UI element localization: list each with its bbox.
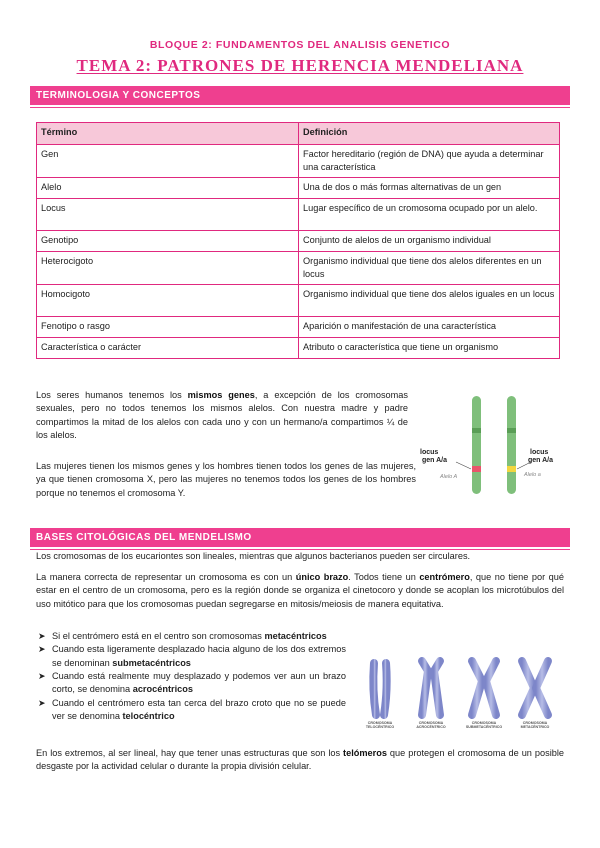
- table-cell-definition: Una de dos o más formas alternativas de un gen: [299, 177, 560, 198]
- table-cell-definition: Atributo o característica que tiene un organismo: [299, 337, 560, 358]
- table-cell-term: Genotipo: [37, 230, 299, 251]
- table-cell-term: Característica o carácter: [37, 337, 299, 358]
- arrow-bullet-icon: ➤: [38, 697, 46, 708]
- acrocentric-chromosome-icon: [422, 661, 440, 715]
- table-row: [37, 316, 560, 337]
- table-cell-definition: Conjunto de alelos de un organismo individual: [299, 230, 560, 251]
- table-row: [37, 251, 560, 284]
- table-cell-term: Homocigoto: [37, 284, 299, 316]
- allele-label-left: Alelo A: [440, 474, 458, 480]
- figure-label-metacentric: CROMOSOMA METACÉNTRICO: [520, 721, 550, 730]
- section-title-cytology: BASES CITOLÓGICAS DEL MENDELISMO: [30, 528, 570, 547]
- bold-term-telomeros: telómeros: [343, 748, 387, 758]
- paragraph-sex-chromosomes: Las mujeres tienen los mismos genes y los hombres tienen todos los genes de las mujeres, ya que tienen cromosoma X, pero las mujeres no tenemos todos los genes de los hombres porque no tenemos el cromosoma Y.: [36, 461, 416, 498]
- table-row: [37, 177, 560, 198]
- table-cell-term: Heterocigoto: [37, 251, 299, 284]
- table-cell-term: Locus: [37, 198, 299, 230]
- table-cell-term: Alelo: [37, 177, 299, 198]
- table-row: [37, 145, 560, 178]
- chromosome-types-drawing: [360, 655, 560, 721]
- list-item: ➤ Cuando esta ligeramente desplazado hacia alguno de los dos extremos se denominan submetacéntricos: [38, 644, 346, 668]
- telocentric-chromosome-icon: [373, 663, 386, 715]
- bold-term-unico-brazo: único brazo: [295, 572, 349, 582]
- paragraph-same-genes: Los seres humanos tenemos los mismos genes, a excepción de los cromosomas sexuales, pero no todos tenemos los mismos alelos. Con nuestra madre y padre compartimos la mitad de los alelos con cada uno y con un hermano/a compartimos ¼ de los alelos.: [36, 390, 409, 441]
- chromosome-left: [472, 396, 481, 494]
- section-title-terminology: TERMINOLOGIA Y CONCEPTOS: [30, 86, 570, 105]
- table-cell-definition: Organismo individual que tiene dos alelos iguales en un locus: [299, 284, 560, 316]
- table-cell-definition: Organismo individual que tiene dos alelos diferentes en un locus: [299, 251, 560, 284]
- chromosome-types-list: [38, 630, 346, 723]
- paragraph-linear-chromosomes: Los cromosomas de los eucariontes son lineales, mientras que algunos bacterianos pueden ser circulares.: [36, 551, 471, 561]
- table-row: [37, 198, 560, 230]
- table-row: [37, 337, 560, 358]
- table-row: [37, 284, 560, 316]
- arrow-bullet-icon: ➤: [38, 671, 46, 682]
- figure-label-submetacentric: CROMOSOMA SUBMETACÉNTRICO: [465, 721, 503, 730]
- table-cell-definition: Factor hereditario (región de DNA) que ayuda a determinar una característica: [299, 145, 560, 178]
- table-cell-term: Fenotipo o rasgo: [37, 316, 299, 337]
- bold-term-centromero: centrómero: [419, 572, 470, 582]
- locus-label-right: locus: [530, 449, 549, 456]
- table-header-row: [37, 123, 560, 145]
- arrow-bullet-icon: ➤: [38, 631, 46, 641]
- submetacentric-chromosome-icon: [472, 661, 496, 715]
- allele-A-band: [472, 466, 481, 472]
- homologous-chromosomes-figure: [416, 390, 566, 500]
- table-cell-definition: Aparición o manifestación de una característica: [299, 316, 560, 337]
- list-item: ➤ Si el centrómero está en el centro son cromosomas metacéntricos: [38, 630, 346, 643]
- table-row: [37, 230, 560, 251]
- bold-term-mismos-genes: mismos genes: [187, 390, 255, 400]
- page-title: TEMA 2: PATRONES DE HERENCIA MENDELIANA: [76, 56, 524, 75]
- list-item: ➤ Cuando está realmente muy desplazado y podemos ver aun un brazo corto, se denomina acrocéntricos: [38, 671, 346, 695]
- table-header-definition: Definición: [299, 123, 560, 145]
- metacentric-chromosome-icon: [522, 661, 548, 715]
- figure-label-acrocentric: CROMOSOMA ACROCÉNTRICO: [416, 721, 446, 730]
- gen-label-right: gen A/a: [528, 457, 554, 464]
- table-header-term: Término: [37, 123, 299, 145]
- allele-label-right: Alelo a: [524, 472, 541, 478]
- gen-label-left: gen A/a: [422, 457, 448, 464]
- terms-table: [36, 122, 560, 359]
- block-subtitle: BLOQUE 2: FUNDAMENTOS DEL ANALISIS GENETICO: [149, 39, 451, 51]
- allele-a-band: [507, 466, 516, 472]
- chromosome-types-figure: [360, 655, 560, 735]
- chromosome-right: [507, 396, 516, 494]
- list-item: ➤ Cuando el centrómero esta tan cerca del brazo croto que no se puede ver se denomina telocéntrico: [38, 697, 346, 722]
- locus-label-left: locus: [420, 449, 439, 456]
- paragraph-telomeres: En los extremos, al ser lineal, hay que tener unas estructuras que son los telómeros que protegen el cromosoma de un posible desgaste por la actividad celular o durante la propia división celular.: [36, 748, 564, 772]
- figure-label-telocentric: CROMOSOMA TELOCÉNTRICO: [365, 721, 395, 730]
- arrow-bullet-icon: ➤: [38, 644, 46, 655]
- table-cell-definition: Lugar específico de un cromosoma ocupado por un alelo.: [299, 198, 560, 230]
- paragraph-centromere: La manera correcta de representar un cromosoma es con un único brazo. Todos tiene un centrómero, que no tiene por qué estar en el centro de un cromosoma, pero es la región donde se organiza el cinetocoro y donde se acoplan los microtúbulos del uso mitótico para que los cromosomas puedan segregarse en mitosis/meiosis de manera equitativa.: [36, 572, 564, 609]
- table-cell-term: Gen: [37, 145, 299, 178]
